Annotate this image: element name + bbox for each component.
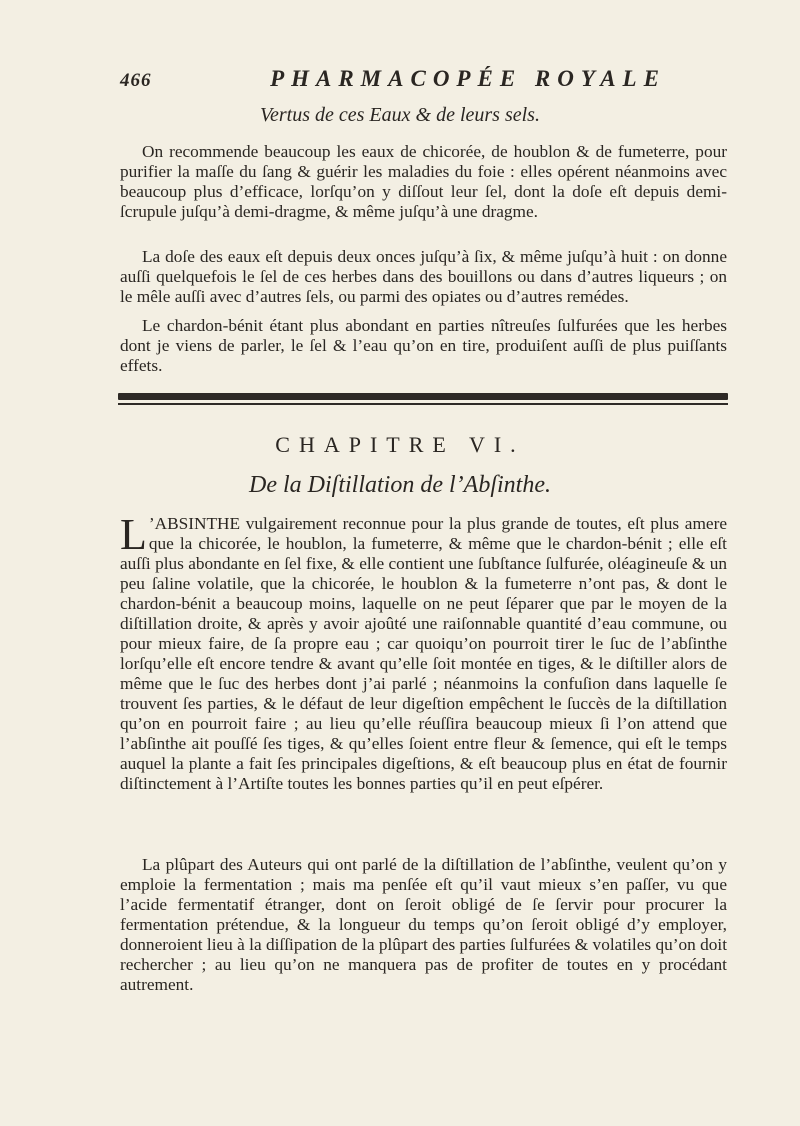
ornamental-rule-thick — [118, 393, 728, 400]
running-title: PHARMACOPÉE ROYALE — [270, 66, 666, 91]
ornamental-rule-thin — [118, 403, 728, 405]
paragraph-fermentation: La plûpart des Auteurs qui ont parlé de la diſtillation de l’abſinthe, veulent qu’on y emploie la fermentation ; mais ma penſée eſt qu’il vaut mieux s’en paſſer, vu que l’acide fermentatif étranger, dont on ſeroit obligé de ſe ſervir pour procurer la fermentation prétendue, & la longueur du temps qu’on ſeroit obligé d’y employer, donneroient lieu à la diſſipation de la plûpart des parties ſulfurées & volatiles qu’on doit rechercher ; au lieu qu’on ne manquera pas de profiter de toutes en y procédant autrement. — [120, 855, 727, 994]
paragraph-absinthe — [120, 510, 727, 794]
paragraph-recommendation: On recommende beaucoup les eaux de chicorée, de houblon & de fumeterre, pour purifier la maſſe du ſang & guérir les maladies du foie : elles opérent néanmoins avec beaucoup plus d’efficace, lorſqu’on y diſſout leur ſel, dont la doſe eſt depuis demi-ſcrupule juſqu’à demi-dragme, & même juſqu’à une dragme. — [120, 142, 727, 221]
chapter-subtitle: De la Diſtillation de l’Abſinthe. — [249, 472, 551, 498]
paragraph-dose: La doſe des eaux eſt depuis deux onces juſqu’à ſix, & même juſqu’à huit : on donne auſſi quelquefois le ſel de ces herbes dans des bouillons ou dans d’autres liqueurs ; on le mêle auſſi avec d’autres ſels, ou parmi des opiates ou d’autres remédes. — [120, 247, 727, 306]
paragraph-absinthe-text: ’ABSINTHE vulgairement reconnue pour la plus grande de toutes, eſt plus amere que la chicorée, le houblon, la fumeterre, & même que le chardon-bénit ; elle eſt auſſi plus abondante en ſel fixe, & elle contient une ſubſtance ſulfurée, oléagineuſe & un peu ſaline volatile, que la chicorée, le houblon & la fumeterre n’ont pas, & dont le chardon-bénit a beaucoup moins, laquelle on ne peut ſéparer que par le moyen de la diſtillation droite, & après y avoir ajoûté une raiſonnable quantité d’eau commune, ou pour mieux faire, de ſa propre eau ; car quoiqu’on pourroit tirer le ſuc de l’abſinthe lorſqu’elle eſt encore tendre & avant qu’elle ſoit montée en tiges, & le diſtiller alors de même que le ſuc des herbes dont j’ai parlé ; néanmoins la confuſion dans laquelle ſe trouvent ſes parties, & le défaut de leur digeſtion empêchent le ſuccès de la diſtillation qu’on en pourroit faire ; au lieu qu’elle réuſſira beaucoup mieux ſi l’on attend que l’abſinthe ait pouſſé ſes tiges, & qu’elles ſoient entre fleur & ſemence, qui eſt le temps auquel la plante a fait ſes principales digeſtions, & eſt beaucoup plus en état de fournir diſtinctement à l’Artiſte toutes les bonnes parties qu’il en peut eſpérer. — [120, 514, 727, 793]
running-head — [0, 66, 800, 96]
chapter-heading: CHAPITRE VI. — [275, 432, 525, 457]
page-number: 466 — [120, 70, 152, 91]
section-title: Vertus de ces Eaux & de leurs sels. — [260, 104, 540, 126]
drop-cap: L — [120, 510, 147, 559]
paragraph-chardon-benit: Le chardon-bénit étant plus abondant en parties nîtreuſes ſulfurées que les herbes dont je viens de parler, le ſel & l’eau qu’on en tire, produiſent auſſi de plus puiſſants effets. — [120, 316, 727, 375]
